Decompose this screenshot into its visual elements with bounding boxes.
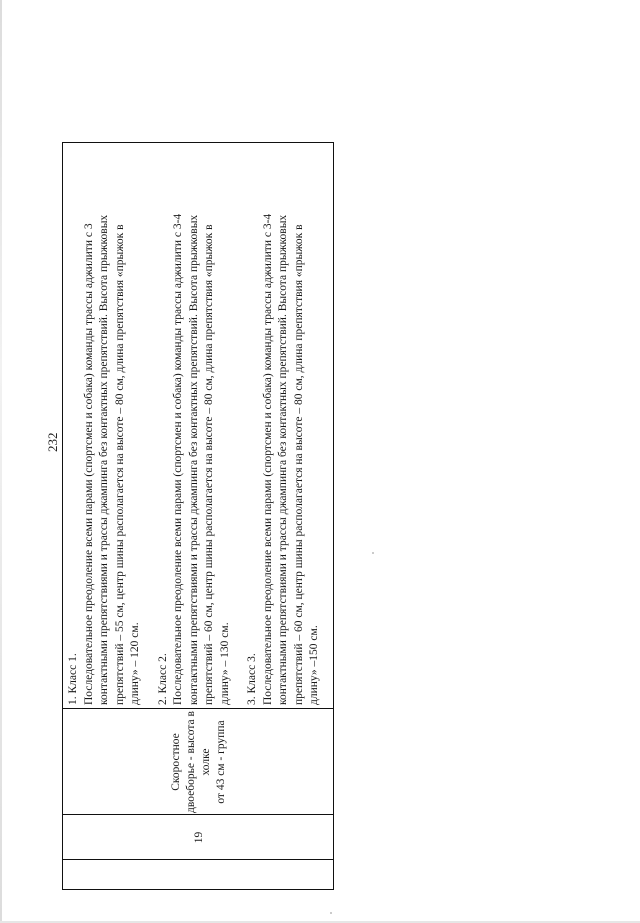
class-description-cell <box>63 145 338 705</box>
class-text-line: длину» – 130 см. <box>218 622 231 705</box>
class-block-3 <box>245 145 323 705</box>
class-text-line: препятствий – 60 см, центр шины располагается на высоте – 80 см, длина препятствия «прыжок в <box>292 224 305 705</box>
class-text-line: препятствий – 55 см, центр шины располагается на высоте – 80 см, длина препятствия «прыжок в <box>113 224 126 705</box>
class-text-line: Последовательное преодоление всеми парами (спортсмен и собака) команды трассы аджилити с 3-4 <box>261 213 274 705</box>
page-number: 232 <box>45 432 60 452</box>
class-text-line: контактными препятствиями и трассы джампинга без контактных препятствий. Высота прыжковых <box>277 214 289 705</box>
scan-dust <box>330 912 332 914</box>
class-text-line: Последовательное преодоление всеми парами (спортсмен и собака) команды трассы аджилити с 3-4 <box>172 213 184 705</box>
class-text-line: длину» –150 см. <box>308 625 320 705</box>
scan-dust <box>372 552 374 554</box>
class-text-line: контактными препятствиями и трассы джампинга без контактных препятствий. Высота прыжковых <box>187 214 200 705</box>
discipline-name-cell <box>63 709 335 815</box>
discipline-line: от 43 см - группа <box>215 720 227 804</box>
row-number: 19 <box>193 831 205 844</box>
class-text-line: Последовательное преодоление всеми парами (спортсмен и собака) команды трассы аджилити с 3 <box>82 223 95 705</box>
regulations-table <box>62 142 334 890</box>
class-block-2 <box>156 145 234 705</box>
row-number-cell <box>63 815 335 860</box>
class-title: 1. Класс 1. <box>67 653 79 705</box>
spacer <box>144 145 156 705</box>
class-text-line: длину» – 120 см. <box>129 622 141 705</box>
discipline-line: двоеборье - высота в <box>185 711 197 813</box>
scan-left-edge <box>0 0 2 923</box>
class-text-line: препятствий – 60 см, центр шины располагается на высоте – 80 см, длина препятствия «прыжок в <box>203 224 215 705</box>
class-block-1 <box>66 145 144 705</box>
class-text-line: контактными препятствиями и трассы джампинга без контактных препятствий. Высота прыжковых <box>98 214 110 705</box>
spacer <box>233 145 245 705</box>
discipline-line: Скоростное <box>170 733 182 791</box>
class-title: 3. Класс 3. <box>246 653 258 705</box>
discipline-line: холке <box>200 748 212 776</box>
rotated-page-content <box>62 142 334 890</box>
class-title: 2. Класс 2. <box>156 653 169 705</box>
